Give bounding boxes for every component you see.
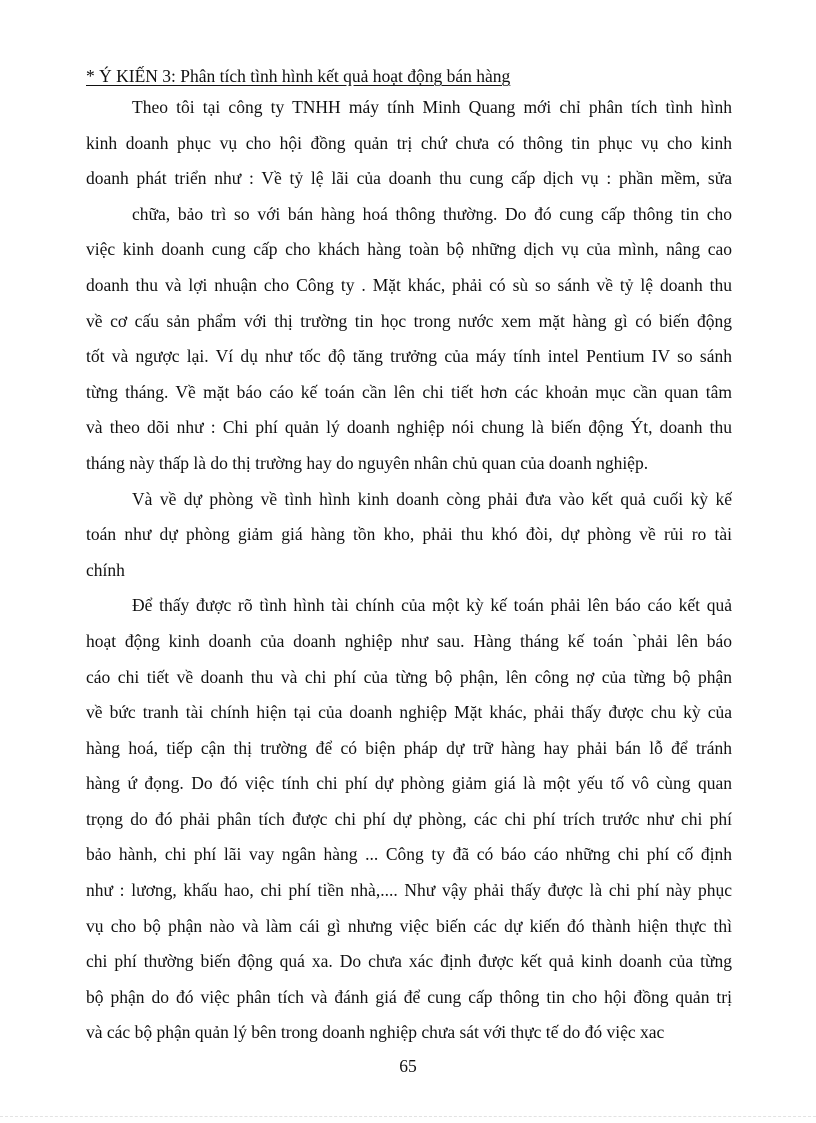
text-line: và các bộ phận quản lý bên trong doanh nghiệp chưa sát với thực tế do đó việc xac: [86, 1022, 665, 1043]
text-line: bảo hành, chi phí lãi vay ngân hàng ... Công ty đã có báo cáo những chi phí cố định: [86, 844, 732, 865]
text-line: từng tháng. Về mặt báo cáo kế toán cần lên chi tiết hơn các khoản mục cần quan tâm: [86, 381, 732, 402]
text-line: như : lương, khấu hao, chi phí tiền nhà,.... Như vậy phải thấy được là chi phí này phục: [86, 880, 732, 901]
text-line: bộ phận do đó việc phân tích và đánh giá để cung cấp thông tin cho hội đồng quản trị: [86, 986, 732, 1007]
text-line: Theo tôi tại công ty TNHH máy tính Minh Quang mới chỉ phân tích tình hình: [132, 97, 732, 117]
text-line: Để thấy được rõ tình hình tài chính của một kỳ kế toán phải lên báo cáo kết quả: [132, 595, 732, 616]
text-line: doanh thu và lợi nhuận cho Công ty . Mặt khác, phải có sù so sánh về tỷ lệ doanh thu: [86, 274, 732, 295]
text-line: Và về dự phòng về tình hình kinh doanh còng phải đưa vào kết quả cuối kỳ kế: [132, 488, 732, 509]
text-line: cáo chi tiết về doanh thu và chi phí của từng bộ phận, lên công nợ của từng bộ phận: [86, 666, 732, 687]
text-line: tháng này thấp là do thị trường hay do nguyên nhân chủ quan của doanh nghiệp.: [86, 452, 649, 473]
text-line: tốt và ngược lại. Ví dụ như tốc độ tăng trưởng của máy tính intel Pentium IV so sánh: [86, 346, 732, 367]
text-line: chính: [86, 559, 125, 580]
text-line: về bức tranh tài chính hiện tại của doanh nghiệp Mặt khác, phải thấy được chu kỳ của: [86, 702, 732, 723]
text-line: hoạt động kinh doanh của doanh nghiệp như sau. Hàng tháng kế toán `phải lên báo: [86, 630, 732, 651]
page-bottom-divider: [0, 1116, 816, 1117]
page-number: 65: [399, 1056, 417, 1076]
text-line: hàng ứ đọng. Do đó việc tính chi phí dự phòng giảm giá là một yếu tố vô cùng quan: [86, 773, 732, 794]
text-line: chi phí thường biến động quá xa. Do chưa xác định được kết quả kinh doanh của từng: [86, 951, 732, 972]
body-text: [86, 90, 732, 1051]
text-line: về cơ cấu sản phẩm với thị trường tin học trong nước xem mặt hàng gì có biến động: [86, 310, 732, 331]
section-heading: * Ý KIẾN 3: Phân tích tình hình kết quả hoạt động bán hàng: [86, 66, 511, 86]
text-line: toán như dự phòng giảm giá hàng tồn kho, phải thu khó đòi, dự phòng về rủi ro tài: [86, 524, 732, 545]
text-line: hàng hoá, tiếp cận thị trường để có biện pháp dự trữ hàng hay phải bán lỗ để tránh: [86, 737, 732, 758]
text-line: và theo dõi như : Chi phí quản lý doanh nghiệp nói chung là biến động Ýt, doanh thu: [86, 417, 732, 438]
text-line: doanh phát triển như : Về tỷ lệ lãi của doanh thu cung cấp dịch vụ : phần mềm, sửa: [86, 168, 732, 189]
text-line: kinh doanh phục vụ cho hội đồng quản trị chứ chưa có thông tin phục vụ cho kinh: [86, 132, 732, 153]
text-line: việc kinh doanh cung cấp cho khách hàng toàn bộ những dịch vụ của mình, nâng cao: [86, 239, 732, 260]
text-line: trọng do đó phải phân tích được chi phí dự phòng, các chi phí trích trước như chi phí: [86, 808, 732, 829]
text-line: chữa, bảo trì so với bán hàng hoá thông thường. Do đó cung cấp thông tin cho: [132, 203, 732, 224]
text-line: vụ cho bộ phận nào và làm cái gì nhưng việc biến các dự kiến đó thành hiện thực thì: [86, 915, 732, 936]
